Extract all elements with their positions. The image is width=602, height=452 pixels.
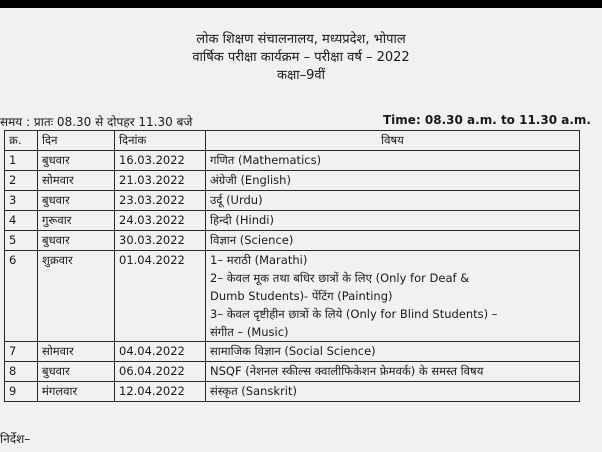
row-subject	[206, 151, 580, 171]
subject-line: अंग्रेजी (English)	[210, 173, 291, 187]
timing-english: Time: 08.30 a.m. to 11.30 a.m.	[383, 113, 591, 127]
subject-line: 2– केवल मूक तथा बधिर छात्रों के लिए (Only for Deaf &	[210, 271, 470, 285]
row-serial: 6	[5, 251, 38, 342]
row-subject	[206, 171, 580, 191]
subject-line: संस्कृत (Sanskrit)	[210, 384, 297, 398]
table-row	[5, 151, 580, 171]
row-subject	[206, 191, 580, 211]
row-subject	[206, 251, 580, 342]
table-header-row	[5, 131, 580, 151]
subject-line: 1– मराठी (Marathi)	[210, 253, 308, 267]
table-row	[5, 251, 580, 342]
subject-line: हिन्दी (Hindi)	[210, 213, 274, 227]
row-serial: 7	[5, 342, 38, 362]
table-row	[5, 342, 580, 362]
row-date: 12.04.2022	[115, 382, 206, 402]
row-serial: 4	[5, 211, 38, 231]
row-day: बुधवार	[38, 231, 115, 251]
row-subject	[206, 342, 580, 362]
row-day: शुक्रवार	[38, 251, 115, 342]
row-serial: 1	[5, 151, 38, 171]
header-day: दिन	[38, 131, 115, 151]
row-serial: 2	[5, 171, 38, 191]
header-line-exam-year: वार्षिक परीक्षा कार्यक्रम – परीक्षा वर्ष – 2022	[192, 50, 410, 65]
subject-line: NSQF (नेशनल स्कील्स क्वालीफिकेशन फ्रेमवर्क) के समस्त विषय	[210, 364, 484, 378]
timing-hindi: समय : प्रातः 08.30 से दोपहर 11.30 बजे	[0, 115, 193, 129]
table-row	[5, 382, 580, 402]
row-serial: 9	[5, 382, 38, 402]
subject-line: संगीत – (Music)	[210, 325, 289, 339]
row-serial: 3	[5, 191, 38, 211]
subject-line: Dumb Students)- पेंटिंग (Painting)	[210, 289, 393, 303]
subject-line: गणित (Mathematics)	[210, 153, 322, 167]
instructions-heading: निर्देश–	[0, 432, 31, 446]
row-date: 30.03.2022	[115, 231, 206, 251]
table-row	[5, 191, 580, 211]
row-date: 01.04.2022	[115, 251, 206, 342]
row-day: सोमवार	[38, 171, 115, 191]
row-subject	[206, 231, 580, 251]
header-subject: विषय	[206, 131, 580, 151]
row-day: सोमवार	[38, 342, 115, 362]
row-day: बुधवार	[38, 151, 115, 171]
row-subject	[206, 362, 580, 382]
row-serial: 5	[5, 231, 38, 251]
subject-line: विज्ञान (Science)	[210, 233, 294, 247]
header-date: दिनांक	[115, 131, 206, 151]
header-serial: क्र.	[5, 131, 38, 151]
subject-line: सामाजिक विज्ञान (Social Science)	[210, 344, 376, 358]
row-day: गुरूवार	[38, 211, 115, 231]
table-row	[5, 211, 580, 231]
row-date: 24.03.2022	[115, 211, 206, 231]
header-line-class: कक्षा–9वीं	[276, 68, 326, 83]
row-serial: 8	[5, 362, 38, 382]
row-date: 21.03.2022	[115, 171, 206, 191]
row-date: 23.03.2022	[115, 191, 206, 211]
table-row	[5, 171, 580, 191]
row-day: बुधवार	[38, 191, 115, 211]
row-date: 06.04.2022	[115, 362, 206, 382]
row-day: बुधवार	[38, 362, 115, 382]
table-row	[5, 362, 580, 382]
row-date: 04.04.2022	[115, 342, 206, 362]
row-subject	[206, 211, 580, 231]
row-date: 16.03.2022	[115, 151, 206, 171]
subject-line: 3– केवल दृष्टीहीन छात्रों के लिये (Only for Blind Students) –	[210, 307, 498, 321]
exam-schedule-table	[4, 130, 580, 402]
subject-line: उर्दू (Urdu)	[210, 193, 263, 207]
row-subject	[206, 382, 580, 402]
header-line-directorate: लोक शिक्षण संचालनालय, मध्यप्रदेश, भोपाल	[196, 32, 406, 47]
row-day: मंगलवार	[38, 382, 115, 402]
table-row	[5, 231, 580, 251]
